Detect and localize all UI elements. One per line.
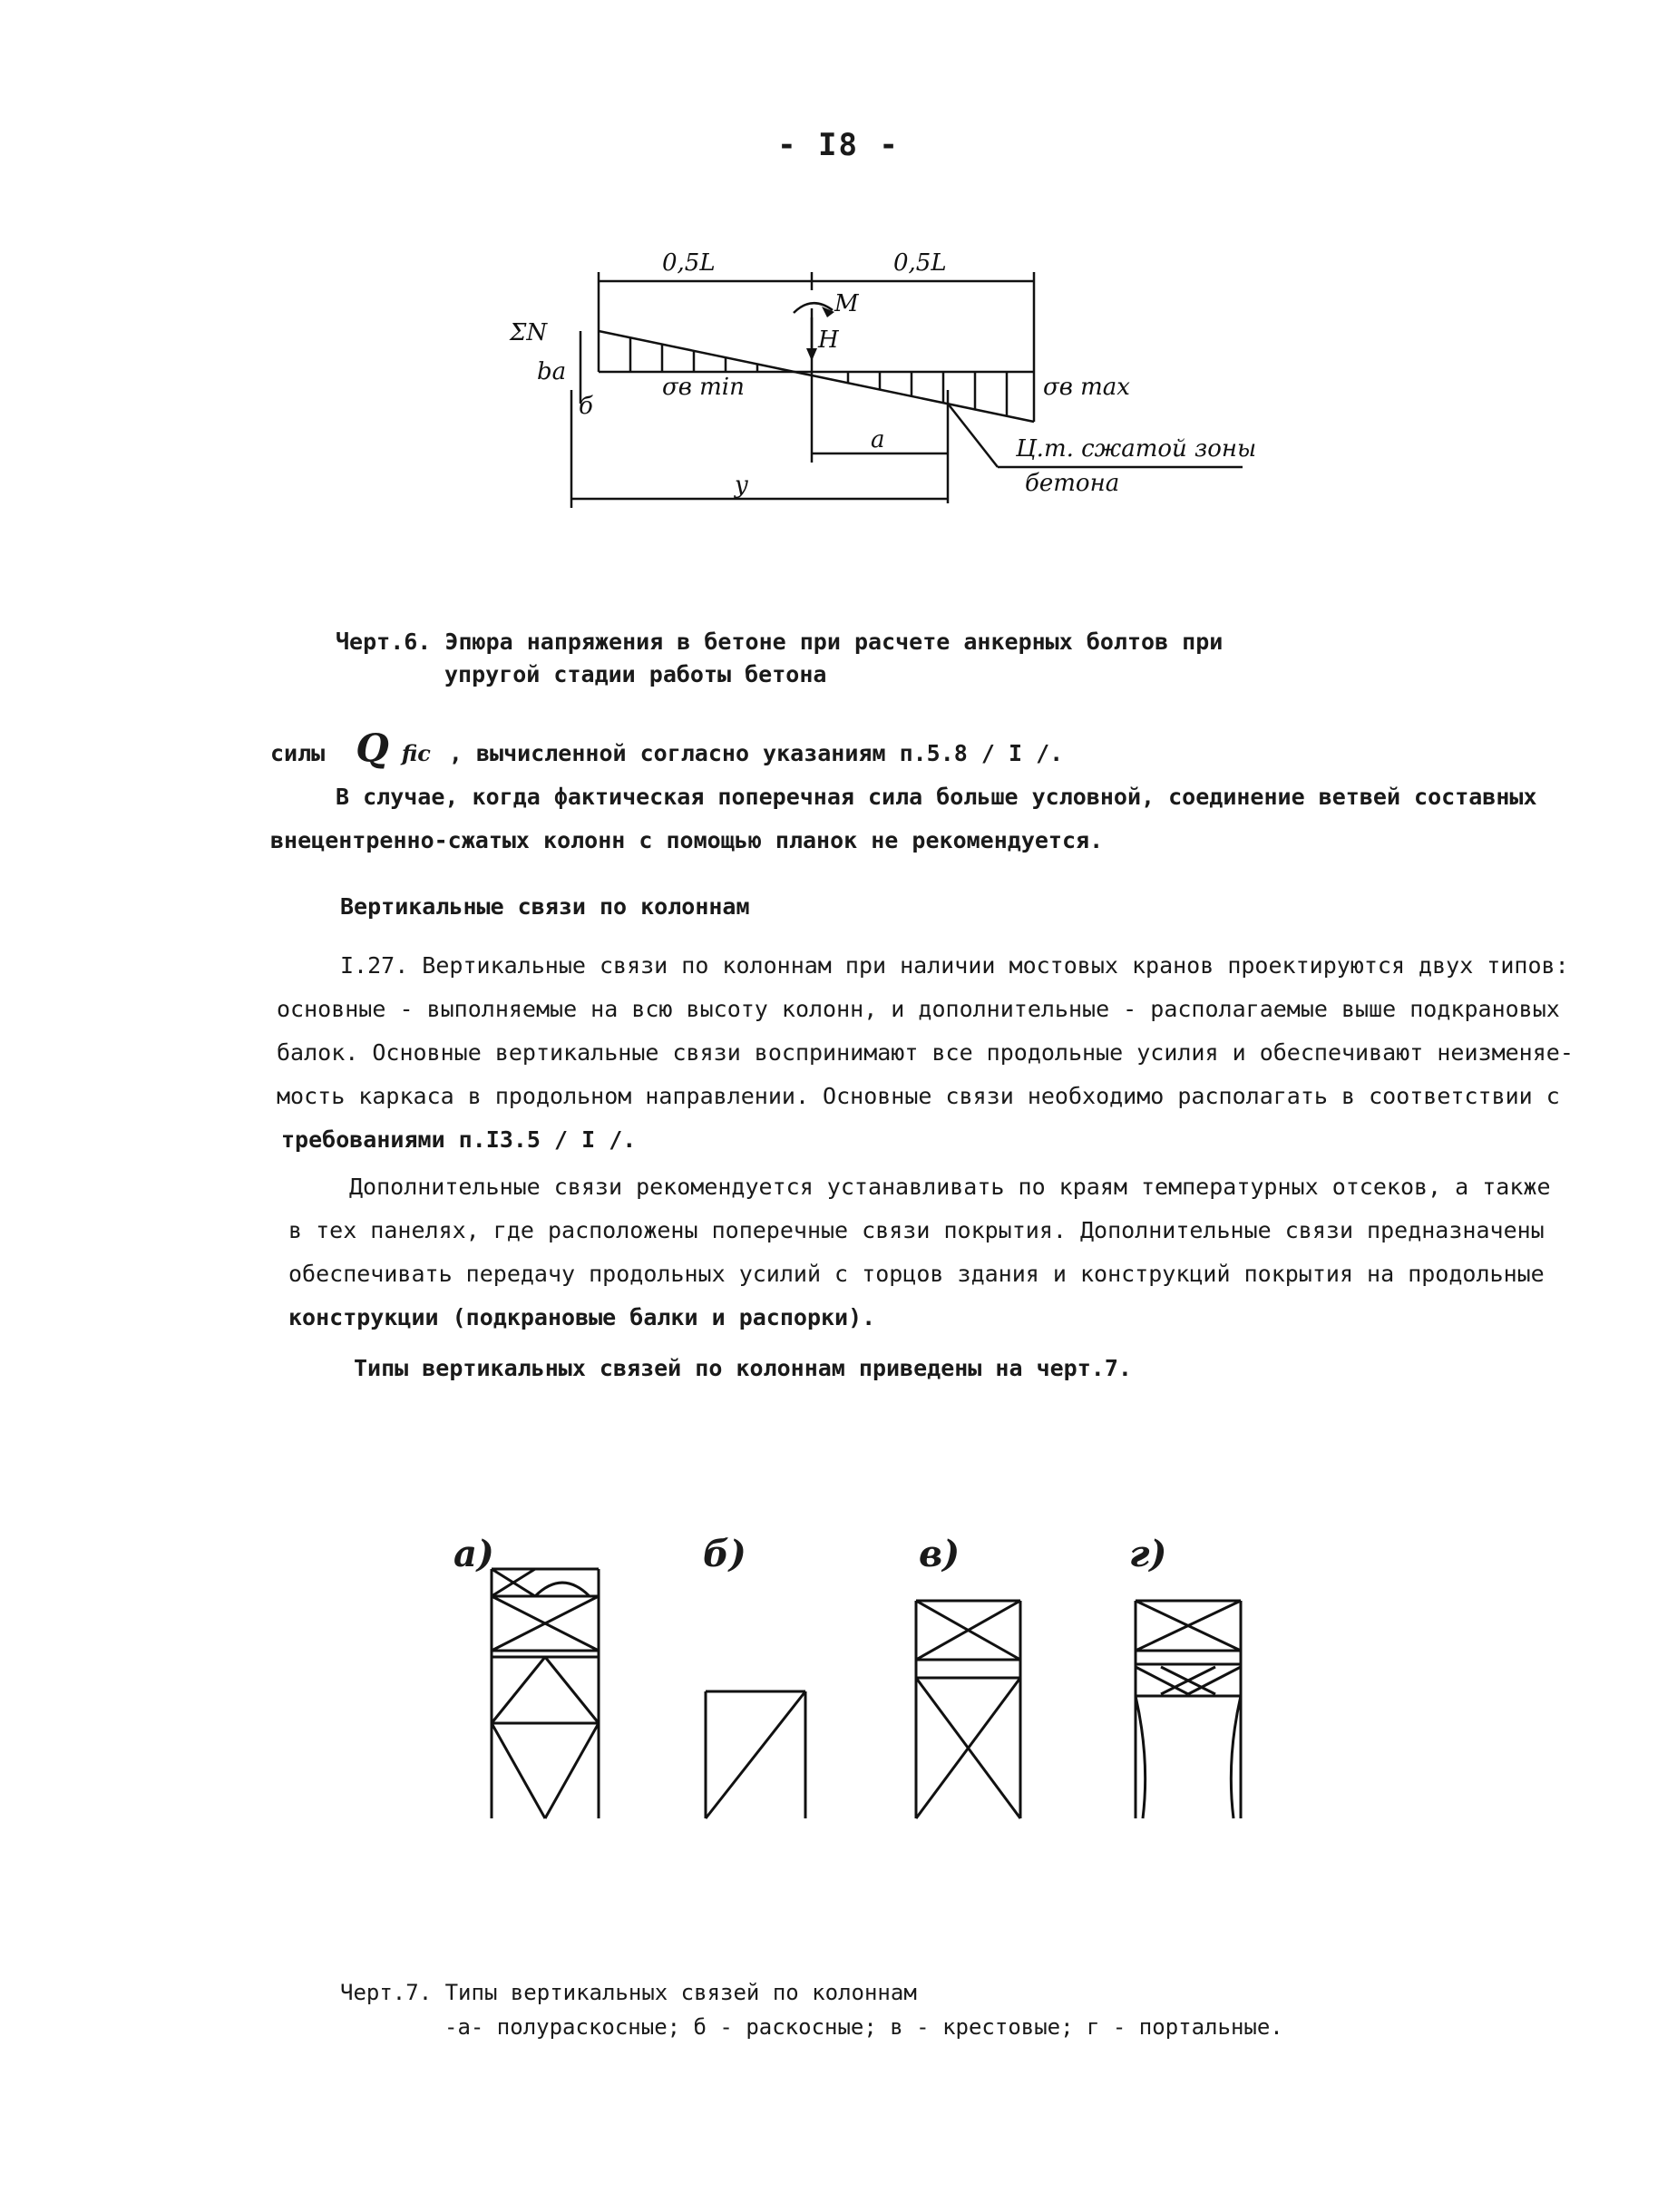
figure-6-caption-line2: упругой стадии работы бетона: [444, 661, 827, 687]
label-a: a: [871, 426, 885, 453]
normal-force-arrowhead: [806, 348, 817, 361]
para2-line5: требованиями п.I3.5 / I /.: [281, 1126, 637, 1153]
centroid-label-2: бетона: [1025, 470, 1120, 497]
bracing-v: [916, 1601, 1020, 1818]
bracing-a: [492, 1569, 599, 1818]
para1-line2: внецентренно-сжатых колонн с помощью планок не рекомендуется.: [270, 827, 1104, 853]
figure-7-diagrams: [472, 1560, 1252, 1832]
figure-6-diagram: [490, 245, 1270, 517]
page-number: - I8 -: [777, 127, 900, 163]
para3-line4: конструкции (подкрановые балки и распорки).: [288, 1304, 876, 1330]
para1-line1: В случае, когда фактическая поперечная сила больше условной, соединение ветвей составных: [336, 784, 1537, 810]
para2-line2: основные - выполняемые на всю высоту колонн, и дополнительные - располагаемые выше подкрановых: [277, 996, 1560, 1022]
centroid-label-1: Ц.т. сжатой зоны: [1016, 435, 1257, 463]
para4-line1: Типы вертикальных связей по колоннам приведены на черт.7.: [354, 1355, 1132, 1381]
bracing-types-svg: [472, 1560, 1252, 1832]
body-line-1-suffix: , вычисленной согласно указаниям п.5.8 / I /.: [448, 740, 1064, 766]
figure-7-caption-line1: Черт.7. Типы вертикальных связей по колоннам: [340, 1980, 917, 2005]
figure-7-caption-line2: -а- полураскосные; б - раскосные; в - крестовые; г - портальные.: [444, 2014, 1283, 2040]
label-sum-n: ΣN: [510, 319, 548, 346]
fig7-label-b: б): [703, 1533, 746, 1575]
q-symbol: Q: [356, 726, 389, 770]
label-y: y: [735, 472, 748, 499]
label-b: б: [579, 393, 593, 420]
para2-line3: балок. Основные вертикальные связи воспринимают все продольные усилия и обеспечивают неизменяе-: [277, 1039, 1574, 1066]
para3-line2: в тех панелях, где расположены поперечные связи покрытия. Дополнительные связи предназначены: [288, 1217, 1545, 1243]
body-line-1-prefix: силы: [270, 740, 326, 766]
para2-line1: I.27. Вертикальные связи по колоннам при наличии мостовых кранов проектируются двух типов:: [340, 952, 1569, 979]
bracing-b: [706, 1691, 805, 1818]
label-normal-force: H: [818, 326, 839, 354]
label-b-a: ba: [537, 358, 567, 385]
section-heading: Вертикальные связи по колоннам: [340, 893, 750, 920]
fig7-label-g: г): [1129, 1533, 1167, 1575]
fig7-label-v: в): [919, 1533, 960, 1575]
label-sigma-max: σв max: [1043, 374, 1130, 401]
q-subscript: fic: [401, 740, 431, 766]
label-moment: M: [834, 290, 859, 317]
label-sigma-min: σв min: [662, 374, 745, 401]
para3-line1: Дополнительные связи рекомендуется устанавливать по краям температурных отсеков, а также: [349, 1174, 1551, 1200]
label-half-span-right: 0,5L: [893, 249, 947, 277]
para2-line4: мость каркаса в продольном направлении. Основные связи необходимо располагать в соответствии с: [277, 1083, 1560, 1109]
fig7-label-a: а): [453, 1533, 494, 1575]
body-line-1: [270, 726, 1064, 770]
stress-diagram-svg: [490, 245, 1270, 517]
label-half-span-left: 0,5L: [662, 249, 716, 277]
bracing-g: [1136, 1601, 1241, 1818]
para3-line3: обеспечивать передачу продольных усилий с торцов здания и конструкций покрытия на продольные: [288, 1261, 1545, 1287]
figure-6-caption-line1: Черт.6. Эпюра напряжения в бетоне при расчете анкерных болтов при: [336, 629, 1224, 655]
